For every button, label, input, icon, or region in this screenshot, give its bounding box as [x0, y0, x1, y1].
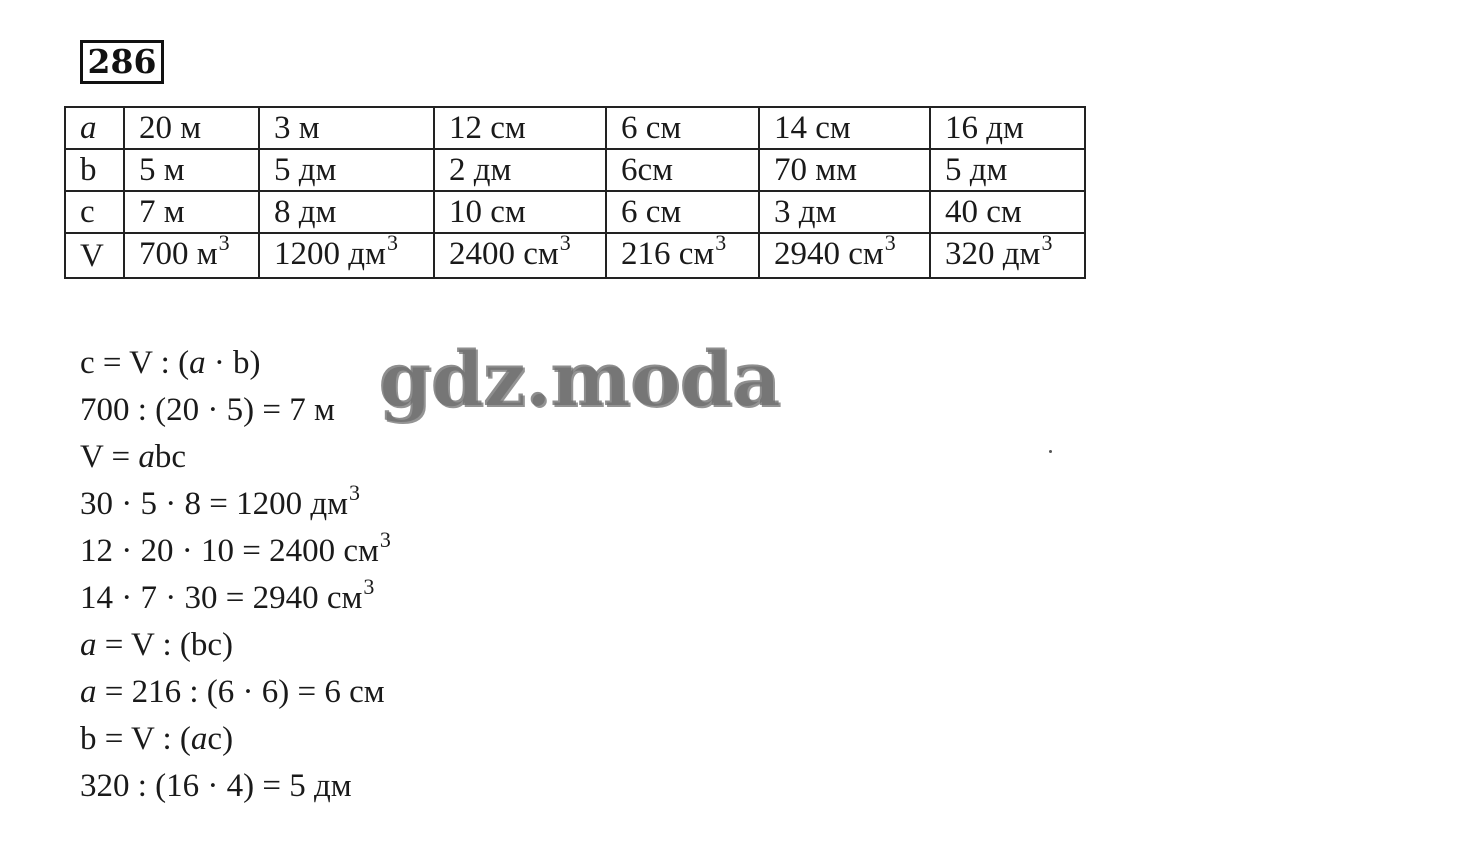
calculation-line: 14 · 7 · 30 = 2940 $см^3$: [80, 574, 375, 616]
calculation-line: 30 · 5 · 8 = 1200 $дм^3$: [80, 480, 361, 522]
calculation-line: a = 216 : (6 · 6) = 6 см: [80, 674, 385, 710]
table-cell: 2940 $см^3$: [759, 233, 930, 278]
task-number: 286: [80, 40, 164, 84]
table-cell: 14 см: [759, 107, 930, 149]
table-cell: 320 $дм^3$: [930, 233, 1085, 278]
table-cell: 1200 $дм^3$: [259, 233, 434, 278]
table-cell: 3 дм: [759, 191, 930, 233]
table-cell: 6см: [606, 149, 759, 191]
row-label: V: [65, 233, 124, 278]
solution-steps: [80, 340, 391, 810]
values-table: [64, 106, 1086, 279]
table-row: [65, 107, 1085, 149]
calculation-line: 12 · 20 · 10 = 2400 $см^3$: [80, 527, 391, 569]
row-label: c: [65, 191, 124, 233]
table-row: [65, 191, 1085, 233]
formula-line: a = V : (bc): [80, 627, 234, 663]
table-cell: 5 дм: [259, 149, 434, 191]
row-label: b: [65, 149, 124, 191]
table-cell: 20 м: [124, 107, 259, 149]
table-cell: 8 дм: [259, 191, 434, 233]
watermark: gdz.moda: [378, 334, 780, 423]
table-cell: 700 $м^3$: [124, 233, 259, 278]
table-cell: 6 см: [606, 191, 759, 233]
table-cell: 6 см: [606, 107, 759, 149]
formula-line: b = V : (ac): [80, 721, 234, 757]
formula-line: c = V : (a · b): [80, 345, 261, 381]
table-cell: 70 мм: [759, 149, 930, 191]
table-row: [65, 233, 1085, 278]
calculation-line: 700 : (20 · 5) = 7 м: [80, 392, 335, 428]
table-cell: 2400 $см^3$: [434, 233, 606, 278]
ink-speck: [1049, 450, 1052, 453]
table-cell: 7 м: [124, 191, 259, 233]
table-cell: 2 дм: [434, 149, 606, 191]
table-cell: 12 см: [434, 107, 606, 149]
row-label: a: [65, 107, 124, 149]
table-cell: 5 м: [124, 149, 259, 191]
formula-line: V = abc: [80, 439, 187, 475]
calculation-line: 320 : (16 · 4) = 5 дм: [80, 768, 352, 804]
table-cell: 3 м: [259, 107, 434, 149]
table-cell: 10 см: [434, 191, 606, 233]
table-cell: 216 $см^3$: [606, 233, 759, 278]
table-cell: 40 см: [930, 191, 1085, 233]
table-row: [65, 149, 1085, 191]
table-cell: 5 дм: [930, 149, 1085, 191]
table-cell: 16 дм: [930, 107, 1085, 149]
